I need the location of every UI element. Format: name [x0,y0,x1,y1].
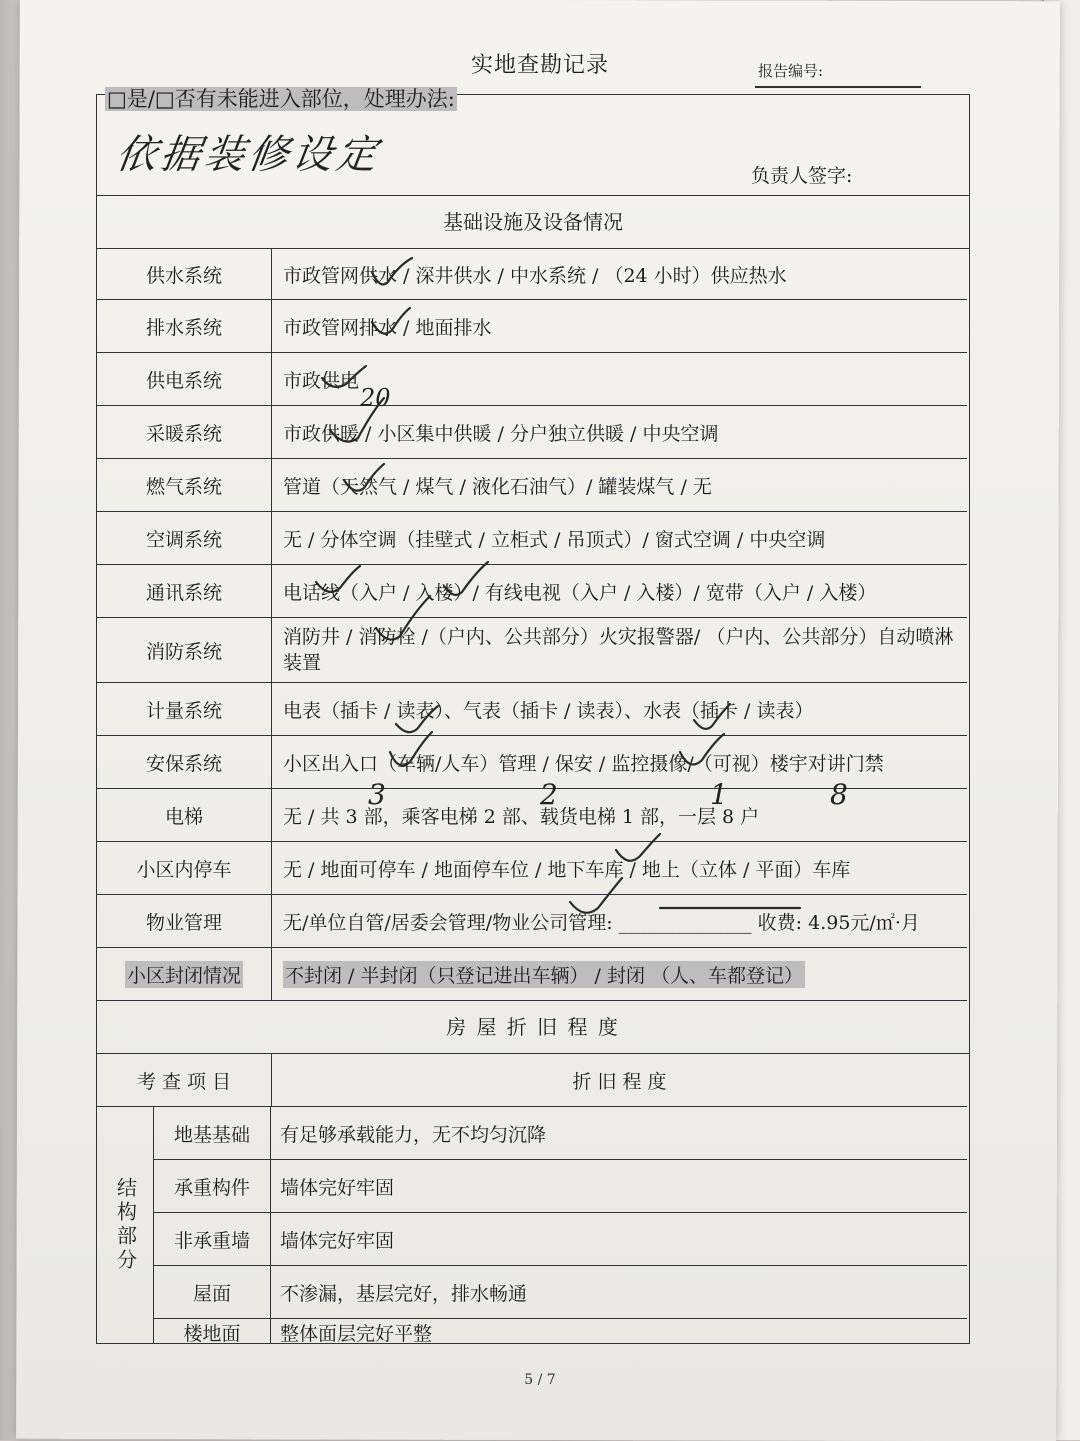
column-item-header: 考 查 项 目 [97,1054,272,1106]
facility-row [97,249,967,300]
facility-value: 管道（天然气 / 煤气 / 液化石油气）/ 罐装煤气 / 无 [283,475,712,498]
facility-label: 小区内停车 [97,842,272,894]
facility-row [97,459,967,512]
facility-value: 小区出入口（车辆/人车）管理 / 保安 / 监控摄像/（可视）楼宇对讲门禁 [283,752,884,775]
enclosure-label: 小区封闭情况 [125,961,243,988]
structure-group-text: 结构部分 [113,1177,138,1273]
facility-row [97,842,967,895]
facility-row-highlighted [97,948,967,1001]
depreciation-header-row [97,1054,967,1107]
facility-label: 物业管理 [97,895,272,947]
facility-value: 市政供暖 / 小区集中供暖 / 分户独立供暖 / 中央空调 [283,422,719,445]
facility-row [97,618,967,683]
facility-row [97,895,967,948]
structure-item-label: 地基基础 [154,1107,271,1159]
facility-value: 无/单位自管/居委会管理/物业公司管理: ______________ 收费: 4.95元/㎡·月 [283,911,920,934]
document-title: 实地查勘记录 [470,53,609,78]
facility-label: 供水系统 [97,249,272,299]
facility-value: 市政供电 [283,369,360,392]
structure-row [154,1160,967,1213]
facility-value: 市政管网排水 / 地面排水 [283,316,492,339]
facility-row [97,683,967,736]
facility-label: 空调系统 [97,512,272,564]
structure-row [154,1319,967,1343]
structure-item-value: 整体面层完好平整 [280,1323,433,1345]
structure-item-label: 屋面 [154,1266,271,1318]
facilities-section-title: 基础设施及设备情况 [97,196,969,249]
facility-value: 无 / 分体空调（挂壁式 / 立柜式 / 吊顶式）/ 窗式空调 / 中央空调 [283,528,826,551]
access-cell [97,87,969,196]
survey-form-table [96,87,970,1345]
structure-item-label: 楼地面 [154,1319,271,1343]
facility-label: 燃气系统 [97,459,272,511]
facility-label: 消防系统 [97,618,272,682]
handwritten-elevator-passenger: 2 [540,778,558,811]
facility-value: 电表（插卡 / 读表）、气表（插卡 / 读表）、水表（插卡 / 读表） [283,699,814,722]
enclosure-value: 不封闭 / 半封闭（只登记进出车辆） / 封闭 （人、车都登记） [283,961,805,988]
report-number-label: 报告编号: [758,62,824,80]
structure-item-value: 有足够承载能力，无不均匀沉降 [280,1123,547,1146]
signer-label: 负责人签字: [751,165,853,187]
facility-label: 采暖系统 [97,406,272,458]
page-number: 5 / 7 [524,1372,556,1388]
facility-value: 无 / 地面可停车 / 地面停车位 / 地下车库 / 地上（立体 / 平面）车库 [283,858,851,881]
structure-item-value: 不渗漏，基层完好，排水畅通 [280,1282,528,1305]
handwritten-answer: 依据装修设定 [113,132,384,178]
facility-label: 电梯 [97,789,272,841]
structure-item-label: 非承重墙 [154,1213,271,1265]
structure-group-label [97,1107,154,1343]
handwritten-per-floor: 8 [830,778,848,811]
facility-label: 计量系统 [97,683,272,735]
facility-row [97,512,967,565]
facility-value: 市政管网供水 / 深井供水 / 中水系统 / （24 小时）供应热水 [283,264,787,287]
structure-item-value: 墙体完好牢固 [280,1176,395,1199]
access-question [105,83,457,113]
structure-item-label: 承重构件 [154,1160,271,1212]
facility-label: 排水系统 [97,300,272,352]
facility-value: 无 / 共 3 部，乘客电梯 2 部、载货电梯 1 部，一层 8 户 [283,805,760,828]
facility-label [97,948,272,1000]
handwritten-elevator-total: 3 [368,778,386,811]
facility-label: 通讯系统 [97,565,272,617]
facility-value: 消防井 / 消防栓 /（户内、公共部分）火灾报警器/ （户内、公共部分）自动喷淋装置 [283,626,954,674]
facility-value [283,948,963,1000]
facility-value: 电话线（入户 / 入楼）/ 有线电视（入户 / 入楼）/ 宽带（入户 / 入楼） [283,581,877,604]
handwritten-heating-note: 20 [360,384,391,412]
facility-label: 供电系统 [97,353,272,405]
column-degree-header: 折 旧 程 度 [572,1070,667,1093]
depreciation-section-title: 房 屋 折 旧 程 度 [97,1001,969,1054]
facility-label: 安保系统 [97,736,272,788]
access-question-text: □是/□否有未能进入部位，处理办法: [107,87,455,111]
report-number-underline [755,86,921,88]
structure-row [154,1213,967,1266]
structure-row [154,1107,967,1160]
facility-row [97,300,967,353]
facility-row [97,353,967,406]
facility-row [97,565,967,618]
handwritten-elevator-cargo: 1 [710,778,728,811]
structure-row [154,1266,967,1319]
facility-row [97,406,967,459]
structure-item-value: 墙体完好牢固 [280,1229,395,1252]
